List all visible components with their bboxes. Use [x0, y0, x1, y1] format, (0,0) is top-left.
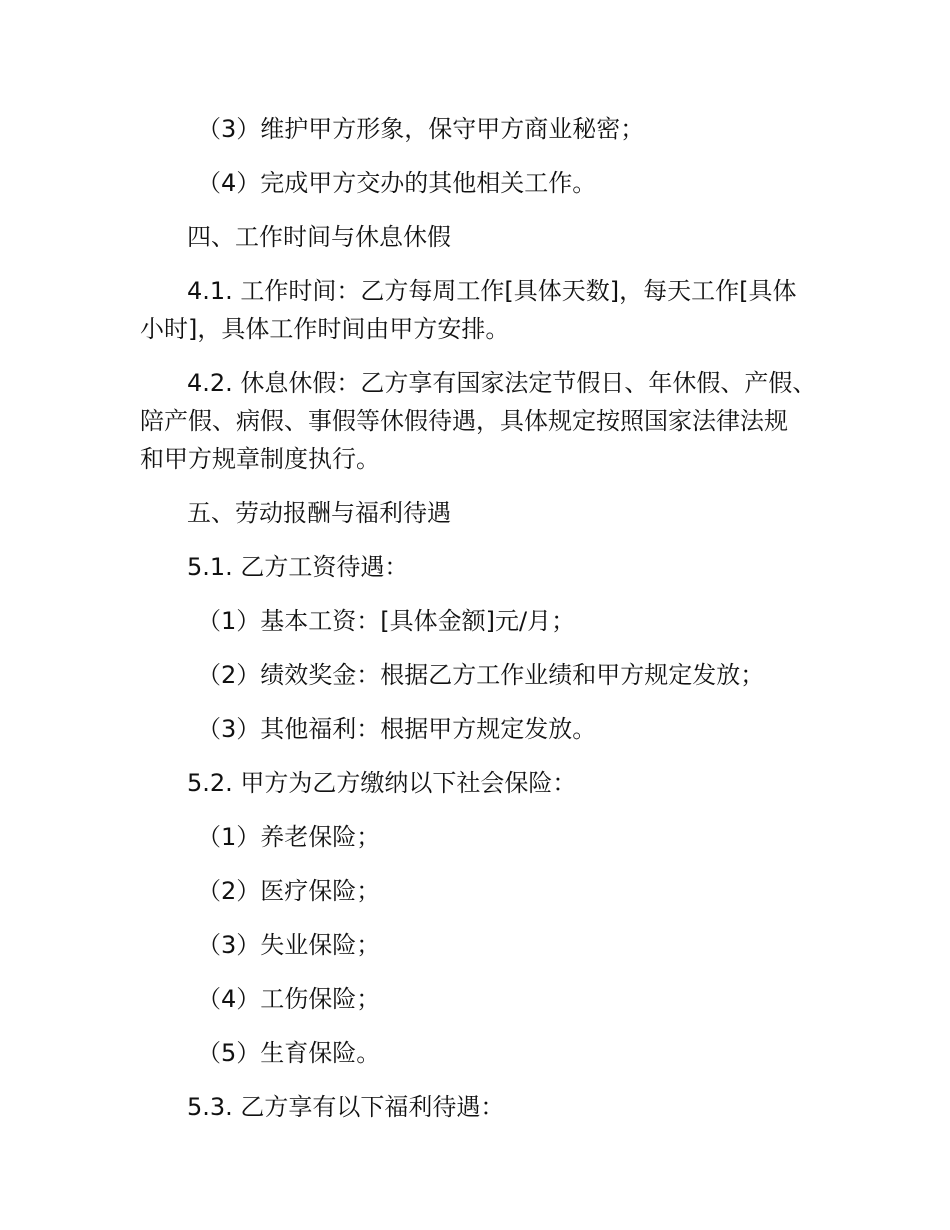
- clause-text: 4.1. 工作时间：乙方每周工作[具体天数]，每天工作[具体: [187, 277, 797, 305]
- list-item: （4）工伤保险；: [197, 985, 381, 1013]
- list-item: （3）失业保险；: [197, 931, 381, 959]
- clause-text: 陪产假、病假、事假等休假待遇，具体规定按照国家法律法规: [140, 407, 788, 435]
- clause-text: 4.2. 休息休假：乙方享有国家法定节假日、年休假、产假、: [187, 369, 817, 397]
- list-item: （1）养老保险；: [197, 823, 381, 851]
- section-heading: 四、工作时间与休息休假: [187, 223, 451, 251]
- clause-text: 5.1. 乙方工资待遇：: [187, 553, 409, 581]
- clause-text: 小时]，具体工作时间由甲方安排。: [140, 315, 510, 343]
- section-heading: 五、劳动报酬与福利待遇: [187, 499, 451, 527]
- list-item: （3）维护甲方形象，保守甲方商业秘密；: [197, 115, 645, 143]
- clause-text: 5.2. 甲方为乙方缴纳以下社会保险：: [187, 769, 577, 797]
- clause-text: 和甲方规章制度执行。: [140, 445, 380, 473]
- list-item: （2）绩效奖金：根据乙方工作业绩和甲方规定发放；: [197, 661, 765, 689]
- clause-text: 5.3. 乙方享有以下福利待遇：: [187, 1093, 505, 1121]
- list-item: （4）完成甲方交办的其他相关工作。: [197, 169, 597, 197]
- list-item: （2）医疗保险；: [197, 877, 381, 905]
- list-item: （1）基本工资：[具体金额]元/月；: [197, 607, 576, 635]
- list-item: （5）生育保险。: [197, 1039, 381, 1067]
- list-item: （3）其他福利：根据甲方规定发放。: [197, 715, 597, 743]
